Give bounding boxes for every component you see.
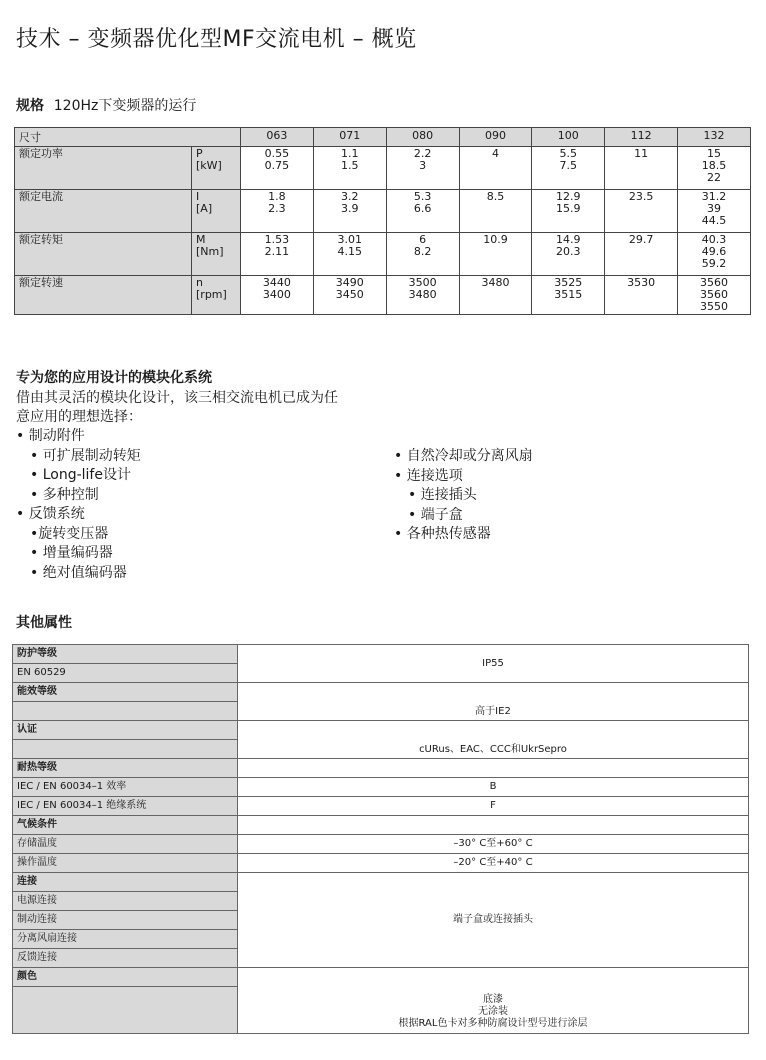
spec-heading: [16, 95, 196, 115]
value-line: 3550: [700, 300, 729, 313]
value-line: 4.15: [337, 245, 363, 258]
cert-blank: [13, 740, 238, 759]
rated-speed-071: [313, 276, 386, 315]
feature-item: • 多种控制: [30, 486, 99, 503]
protection-value: IP55: [238, 645, 749, 683]
rated-power-label: 额定功率: [15, 147, 192, 190]
value-line: 8.5: [486, 190, 505, 203]
color-line-1: 底漆: [483, 994, 503, 1005]
value-line: 1.5: [341, 159, 359, 172]
value-line: 8.2: [413, 245, 432, 258]
cert-value: cURus、EAC、CCC和UkrSepro: [238, 721, 749, 759]
value-line: 44.5: [701, 214, 727, 227]
rated-speed-100: [532, 276, 605, 315]
thermal-value-insulation: F: [238, 797, 749, 816]
size-col-090: 090: [459, 128, 532, 147]
value-line: 3480: [408, 288, 437, 301]
color-line-2: 无涂装: [478, 1006, 508, 1017]
feature-item: •旋转变压器: [30, 525, 109, 542]
feature-item: • 可扩展制动转矩: [30, 447, 141, 464]
value-line: 5.5: [559, 147, 578, 160]
value-line: 39: [707, 202, 722, 215]
value-line: 3.01: [337, 233, 363, 246]
properties-table: [12, 644, 749, 1034]
size-col-080: 080: [386, 128, 459, 147]
unit-line: [rpm]: [196, 288, 227, 301]
color-label: 颜色: [13, 968, 238, 987]
rated-power-071: [313, 147, 386, 190]
rated-power-132: [678, 147, 751, 190]
rated-power-100: [532, 147, 605, 190]
connection-fan: 分离风扇连接: [13, 930, 238, 949]
spec-header-row: [15, 128, 751, 147]
rated-current-063: [241, 190, 314, 233]
size-col-063: 063: [241, 128, 314, 147]
size-col-100: 100: [532, 128, 605, 147]
modular-intro-2: 意应用的理想选择：: [16, 409, 142, 425]
value-line: 5.3: [413, 190, 432, 203]
thermal-row-efficiency: IEC / EN 60034–1 效率: [13, 778, 238, 797]
climate-blank: [238, 816, 749, 835]
storage-temp-label: 存储温度: [13, 835, 238, 854]
value-line: 29.7: [628, 233, 654, 246]
unit-line: [Nm]: [196, 245, 224, 258]
rated-speed-label: 额定转速: [15, 276, 192, 315]
value-line: 2.2: [413, 147, 432, 160]
value-line: 3.9: [341, 202, 359, 215]
value-line: 3: [419, 159, 427, 172]
feature-item: • 连接选项: [394, 467, 463, 484]
climate-label: 气候条件: [13, 816, 238, 835]
feature-item: • 增量编码器: [30, 545, 113, 561]
thermal-row-insulation: IEC / EN 60034–1 绝缘系统: [13, 797, 238, 816]
feature-item: • 各种热传感器: [394, 526, 491, 542]
rated-torque-090: [459, 233, 532, 276]
value-line: 49.6: [701, 245, 727, 258]
thermal-blank: [238, 759, 749, 778]
feature-list-right: [394, 447, 754, 545]
value-line: 0.55: [264, 147, 290, 160]
rated-current-071: [313, 190, 386, 233]
rated-current-112: [605, 190, 678, 233]
rated-speed-row: [15, 276, 751, 315]
connection-label: 连接: [13, 873, 238, 892]
feature-item: • 制动附件: [16, 428, 85, 444]
rated-speed-112: [605, 276, 678, 315]
rated-power-unit: [192, 147, 241, 190]
value-line: 3525: [554, 276, 583, 289]
value-line: 23.5: [628, 190, 654, 203]
spec-heading-main: 规格: [16, 98, 44, 114]
unit-line: [kW]: [196, 159, 222, 172]
value-line: 2.11: [264, 245, 290, 258]
rated-current-080: [386, 190, 459, 233]
value-line: 3.2: [341, 190, 359, 203]
value-line: 59.2: [701, 257, 727, 270]
rated-power-063: [241, 147, 314, 190]
feature-item: • 反馈系统: [16, 506, 85, 522]
value-line: 3560: [700, 276, 729, 289]
connection-brake: 制动连接: [13, 911, 238, 930]
rated-current-label: 额定电流: [15, 190, 192, 233]
size-col-132: 132: [678, 128, 751, 147]
rated-current-row: [15, 190, 751, 233]
value-line: 2.3: [268, 202, 286, 215]
unit-line: n: [196, 276, 203, 289]
value-line: 1.8: [268, 190, 286, 203]
rated-torque-unit: [192, 233, 241, 276]
operating-temp-label: 操作温度: [13, 854, 238, 873]
value-line: 6.6: [413, 202, 432, 215]
efficiency-blank: [13, 702, 238, 721]
modular-intro-1: 借由其灵活的模块化设计，该三相交流电机已成为任: [16, 389, 338, 406]
spec-table: [14, 127, 751, 315]
value-line: 1.53: [264, 233, 290, 246]
value-line: 0.75: [264, 159, 290, 172]
rated-torque-080: [386, 233, 459, 276]
size-col-071: 071: [313, 128, 386, 147]
value-line: 6: [419, 233, 427, 246]
value-line: 3440: [262, 276, 291, 289]
feature-list-left: [16, 427, 376, 583]
value-line: 15: [707, 147, 722, 160]
thermal-label: 耐热等级: [13, 759, 238, 778]
rated-torque-112: [605, 233, 678, 276]
rated-torque-071: [313, 233, 386, 276]
value-line: 1.1: [341, 147, 359, 160]
value-line: 7.5: [559, 159, 578, 172]
value-line: 3450: [335, 288, 364, 301]
modular-heading: 专为您的应用设计的模块化系统: [16, 370, 212, 386]
value-line: 18.5: [701, 159, 727, 172]
page-title: 技术 – 变频器优化型MF交流电机 – 概览: [16, 27, 417, 52]
rated-speed-080: [386, 276, 459, 315]
value-line: 3560: [700, 288, 729, 301]
value-line: 3490: [335, 276, 364, 289]
value-line: 3400: [262, 288, 291, 301]
efficiency-label: 能效等级: [13, 683, 238, 702]
spec-heading-sub: 120Hz下变频器的运行: [53, 98, 197, 114]
color-line-3: 根据RAL色卡对多种防腐设计型号进行涂层: [398, 1018, 588, 1029]
rated-power-112: [605, 147, 678, 190]
size-col-112: 112: [605, 128, 678, 147]
color-blank: [13, 987, 238, 1034]
value-line: 3480: [481, 276, 510, 289]
connection-feedback: 反馈连接: [13, 949, 238, 968]
unit-line: M: [196, 233, 206, 246]
connection-value: 端子盒或连接插头: [238, 873, 749, 968]
size-header: 尺寸: [15, 128, 241, 147]
cert-label: 认证: [13, 721, 238, 740]
unit-line: P: [196, 147, 203, 160]
rated-power-080: [386, 147, 459, 190]
other-heading: 其他属性: [16, 615, 72, 631]
rated-current-132: [678, 190, 751, 233]
rated-power-090: [459, 147, 532, 190]
value-line: 3515: [554, 288, 583, 301]
feature-item: • Long-life设计: [30, 467, 131, 483]
value-line: 12.9: [556, 190, 581, 203]
value-line: 31.2: [701, 190, 727, 203]
rated-current-090: [459, 190, 532, 233]
feature-item: • 连接插头: [408, 487, 477, 503]
rated-power-row: [15, 147, 751, 190]
thermal-value-efficiency: B: [238, 778, 749, 797]
protection-standard: EN 60529: [13, 664, 238, 683]
value-line: 3530: [627, 276, 656, 289]
rated-speed-063: [241, 276, 314, 315]
value-line: 20.3: [556, 245, 581, 258]
feature-item: • 端子盒: [408, 506, 463, 523]
value-line: 3500: [408, 276, 437, 289]
value-line: 15.9: [556, 202, 581, 215]
value-line: 22: [707, 171, 722, 184]
rated-speed-090: [459, 276, 532, 315]
rated-current-100: [532, 190, 605, 233]
feature-item: • 绝对值编码器: [30, 564, 127, 581]
rated-speed-132: [678, 276, 751, 315]
value-line: 11: [634, 147, 649, 160]
rated-torque-row: [15, 233, 751, 276]
value-line: 10.9: [483, 233, 508, 246]
efficiency-value: 高于IE2: [238, 683, 749, 721]
rated-current-unit: [192, 190, 241, 233]
unit-line: I: [196, 190, 200, 203]
rated-torque-132: [678, 233, 751, 276]
value-line: 4: [491, 147, 499, 160]
value-line: 14.9: [556, 233, 581, 246]
storage-temp-value: –30° C至+60° C: [238, 835, 749, 854]
rated-torque-063: [241, 233, 314, 276]
protection-label: 防护等级: [13, 645, 238, 664]
connection-power: 电源连接: [13, 892, 238, 911]
color-value: [238, 968, 749, 1034]
rated-torque-label: 额定转矩: [15, 233, 192, 276]
operating-temp-value: –20° C至+40° C: [238, 854, 749, 873]
rated-speed-unit: [192, 276, 241, 315]
unit-line: [A]: [196, 202, 213, 215]
value-line: 40.3: [701, 233, 727, 246]
modular-section: [16, 369, 756, 581]
rated-torque-100: [532, 233, 605, 276]
feature-item: • 自然冷却或分离风扇: [394, 448, 533, 464]
